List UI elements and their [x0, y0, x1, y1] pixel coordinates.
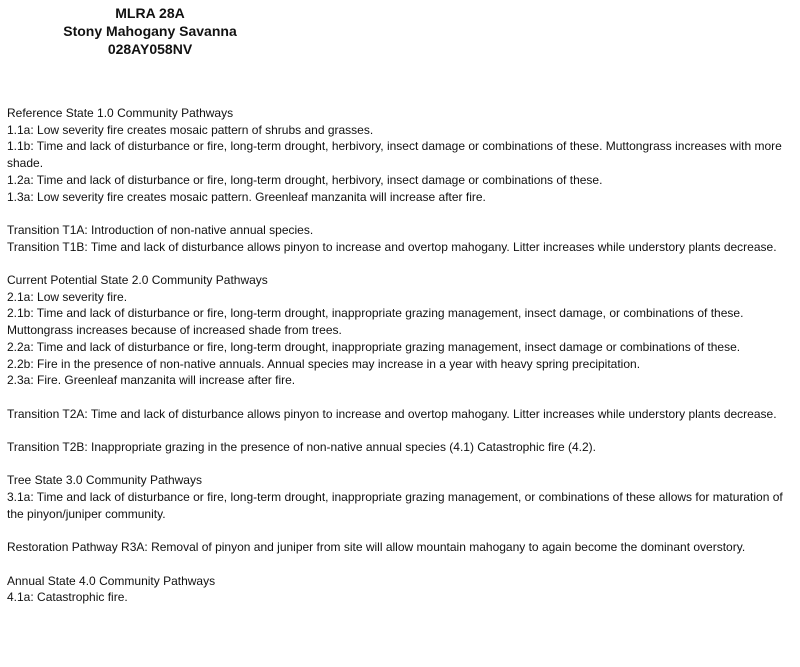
- section-annual-state: [7, 573, 791, 606]
- site-name: Stony Mahogany Savanna: [63, 23, 237, 39]
- mlra-title: MLRA 28A: [115, 5, 185, 21]
- pathway-line: 1.3a: Low severity fire creates mosaic pattern. Greenleaf manzanita will increase after fire.: [7, 189, 486, 204]
- section-title: Current Potential State 2.0 Community Pathways: [7, 273, 268, 287]
- transition-t1a: Transition T1A: Introduction of non-native annual species.: [7, 222, 314, 237]
- pathway-line: 2.1a: Low severity fire.: [7, 289, 128, 304]
- section-reference-state: [7, 105, 791, 205]
- pathway-line: 2.1b: Time and lack of disturbance or fire, long-term drought, inappropriate grazing management, insect damage, or combinations of these. Muttongrass increases because of increased shade from trees.: [7, 306, 744, 338]
- section-current-potential-state: [7, 272, 791, 389]
- pathway-line: 2.3a: Fire. Greenleaf manzanita will increase after fire.: [7, 373, 296, 388]
- pathway-line: 1.1a: Low severity fire creates mosaic pattern of shrubs and grasses.: [7, 122, 374, 137]
- section-title: Tree State 3.0 Community Pathways: [7, 473, 202, 488]
- transition-t2b: Transition T2B: Inappropriate grazing in the presence of non-native annual species (4.1) Catastrophic fire (4.2).: [7, 440, 596, 454]
- pathway-line: 1.2a: Time and lack of disturbance or fire, long-term drought, herbivory, insect damage or combinations of these.: [7, 172, 603, 187]
- pathways-content: [7, 105, 791, 623]
- pathway-line: 1.1b: Time and lack of disturbance or fire, long-term drought, herbivory, insect damage or combinations of these. Muttongrass increases with more shade.: [7, 139, 782, 171]
- section-restoration-pathway: [7, 539, 791, 556]
- section-transitions-1: [7, 222, 791, 255]
- site-id: 028AY058NV: [107, 41, 193, 57]
- restoration-r3a: Restoration Pathway R3A: Removal of pinyon and juniper from site will allow mountain mahogany to again become the dominant overstory.: [7, 540, 746, 555]
- pathway-line: 3.1a: Time and lack of disturbance or fire, long-term drought, inappropriate grazing management, or combinations of these allows for maturation of the pinyon/juniper community.: [7, 490, 783, 521]
- section-title: Reference State 1.0 Community Pathways: [7, 106, 234, 120]
- transition-t2a: Transition T2A: Time and lack of disturbance allows pinyon to increase and overtop mahogany. Litter increases while understory plants decrease.: [7, 406, 777, 421]
- section-tree-state: [7, 472, 791, 522]
- pathway-line: 2.2a: Time and lack of disturbance or fire, long-term drought, inappropriate grazing management, insect damage or combinations of these.: [7, 339, 741, 354]
- section-transition-t2b: [7, 439, 791, 456]
- document-header: [0, 4, 300, 58]
- transition-t1b: Transition T1B: Time and lack of disturbance allows pinyon to increase and overtop mahogany. Litter increases while understory plants decrease.: [7, 239, 777, 254]
- pathway-line: 4.1a: Catastrophic fire.: [7, 590, 128, 605]
- section-title: Annual State 4.0 Community Pathways: [7, 573, 216, 588]
- section-transition-t2a: [7, 406, 791, 423]
- pathway-line: 2.2b: Fire in the presence of non-native annuals. Annual species may increase in a year with heavy spring precipitation.: [7, 356, 641, 371]
